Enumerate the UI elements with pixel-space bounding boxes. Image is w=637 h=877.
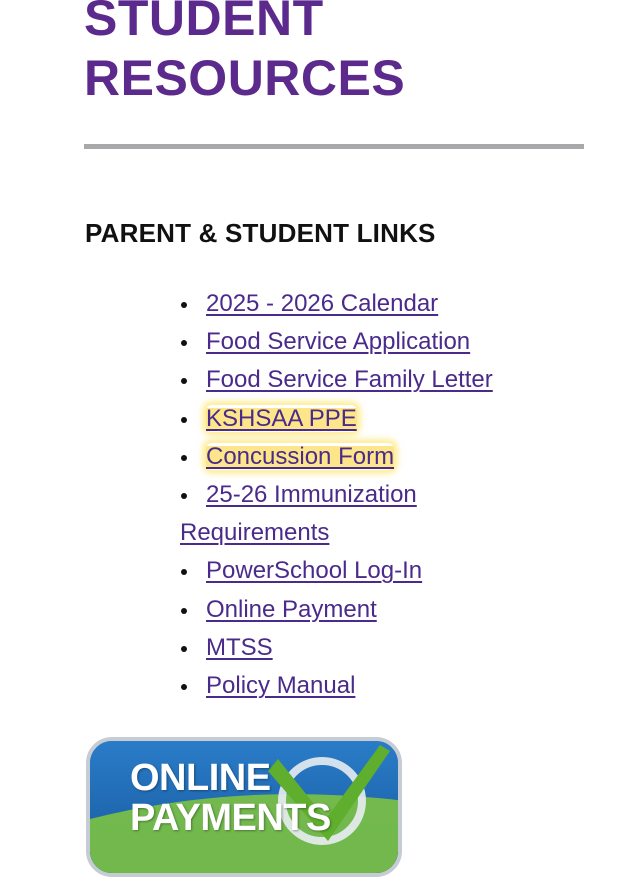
link-online-payment[interactable]: Online Payment bbox=[206, 595, 377, 623]
list-item bbox=[180, 400, 600, 438]
link-mtss[interactable]: MTSS bbox=[206, 633, 273, 661]
link-policy-manual[interactable]: Policy Manual bbox=[206, 672, 356, 700]
page-title-line2: RESOURCES bbox=[84, 50, 406, 106]
badge-line2: PAYMENTS bbox=[130, 797, 331, 839]
link-food-service-application[interactable]: Food Service Application bbox=[206, 328, 471, 356]
list-item bbox=[180, 476, 600, 552]
title-divider bbox=[84, 144, 584, 149]
page-title bbox=[84, 0, 405, 108]
link-calendar[interactable]: 2025 - 2026 Calendar bbox=[206, 290, 439, 317]
link-food-service-family-letter[interactable]: Food Service Family Letter bbox=[206, 366, 493, 394]
list-item bbox=[180, 361, 600, 399]
list-item bbox=[180, 285, 600, 323]
list-item bbox=[180, 667, 600, 705]
link-kshsaa-ppe[interactable]: KSHSAA PPE bbox=[206, 404, 357, 432]
badge-line1: ONLINE bbox=[130, 757, 271, 799]
page-title-line1: STUDENT bbox=[84, 0, 324, 46]
link-immunization-requirements[interactable] bbox=[180, 481, 600, 552]
link-immunization-line2: Requirements bbox=[180, 519, 330, 547]
list-item bbox=[180, 323, 600, 361]
section-heading: PARENT & STUDENT LINKS bbox=[85, 218, 436, 248]
list-item bbox=[180, 552, 600, 590]
link-powerschool-login[interactable]: PowerSchool Log-In bbox=[206, 557, 423, 585]
list-item bbox=[180, 591, 600, 629]
list-item bbox=[180, 629, 600, 667]
online-payments-badge[interactable] bbox=[86, 737, 402, 877]
link-concussion-form[interactable]: Concussion Form bbox=[206, 442, 395, 470]
links-list bbox=[180, 285, 600, 705]
list-item bbox=[180, 438, 600, 476]
link-immunization-line1: 25-26 Immunization bbox=[206, 481, 417, 509]
